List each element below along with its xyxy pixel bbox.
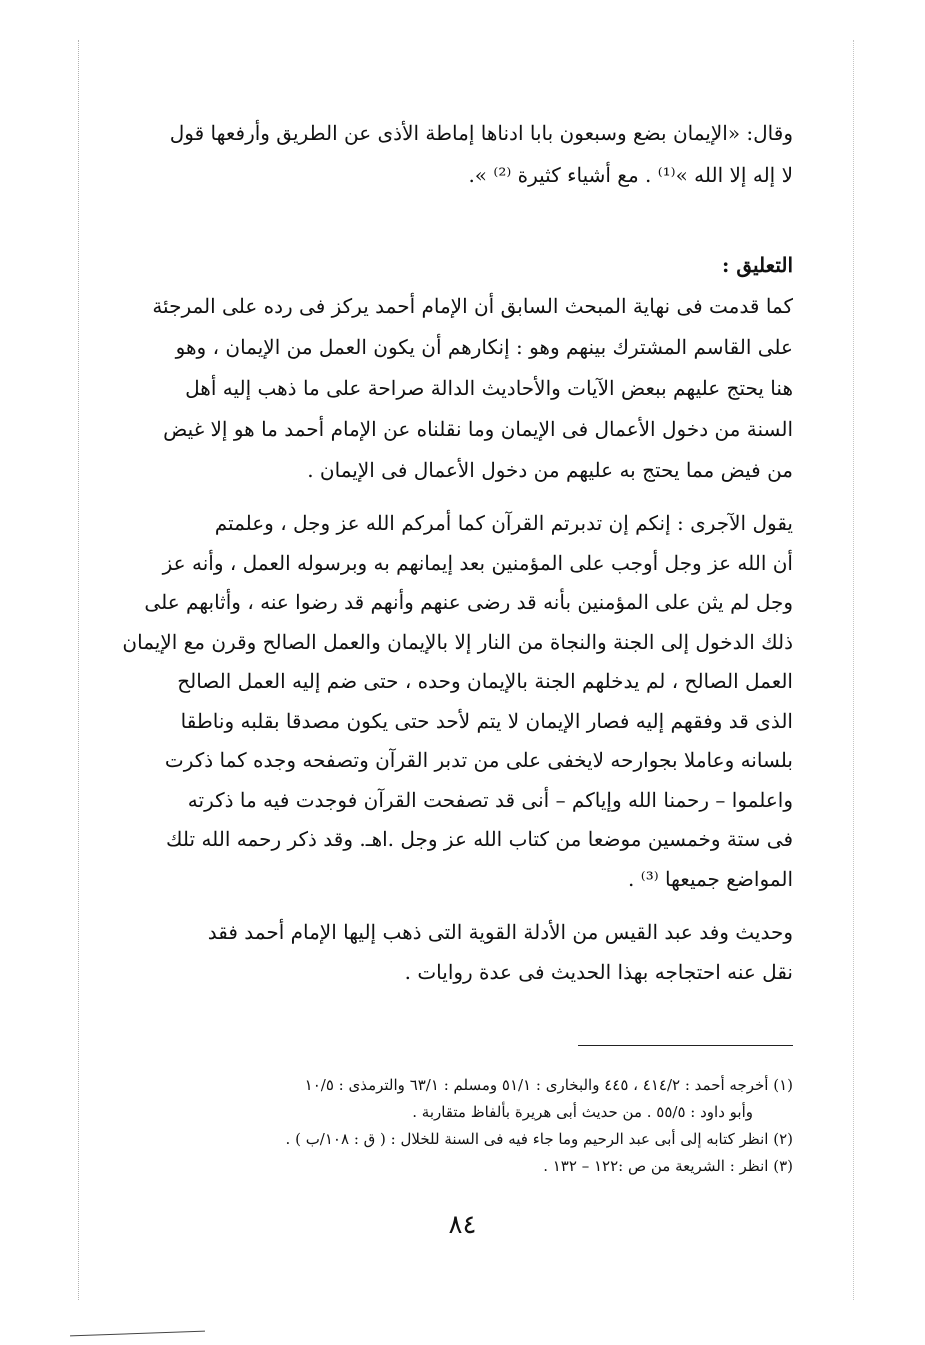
paragraph-line: نقل عنه احتجاجه بهذا الحديث فى عدة روايات . [404,960,793,984]
paragraph-line: المواضع جميعها ⁽³⁾ . [628,866,793,891]
scan-artifact-line [70,1331,205,1337]
paragraph-line: وجل لم يثن على المؤمنين بأنه قد رضى عنهم وأنهم قد رضوا عنه ، وأثابهم على [144,590,793,614]
footnotes [100,1072,793,1180]
footnote-separator [578,1045,793,1046]
footnote-line: (١) أخرجه أحمد : ٤١٤/٢ ، ٤٤٥ والبخارى : ٥١/١ ومسلم : ٦٣/١ والترمذى : ١٠/٥ [304,1076,793,1094]
paragraph-2 [100,504,793,899]
paragraph-3 [100,912,793,992]
hadith-quote-line-2: لا إله إلا الله »⁽¹⁾ . مع أشياء كثيرة ⁽²⁾ ». [468,163,793,187]
footnote-line: (٣) انظر : الشريعة من ص :١٢٢ – ١٣٢ . [543,1157,793,1175]
paragraph-line: واعلموا – رحمنا الله وإياكم – أنى قد تصفحت القرآن فوجدت فيه ما ذكرته [187,787,793,812]
paragraph-line: بلسانه وعاملا بجوارحه لايخفى على من تدبر القرآن وتصفحه وجده كما ذكرت [164,748,793,772]
paragraph-line: من فيض مما يحتج به عليهم من دخول الأعمال فى الإيمان . [307,458,793,482]
paragraph-1 [100,286,793,491]
scan-edge-right [853,40,854,1300]
paragraph-line: ذلك الدخول إلى الجنة والنجاة من النار إلا بالإيمان والعمل الصالح وقرن مع الإيمان [122,629,793,654]
paragraph-line: السنة من دخول الأعمال فى الإيمان وما نقلناه عن الإمام أحمد ما هو إلا غيض [163,417,793,441]
paragraph-line: فى ستة وخمسين موضعا من كتاب الله عز وجل .اهـ. وقد ذكر رحمه الله تلك [166,827,793,851]
footnote-line: وأبو داود : ٥٥/٥ . من حديث أبى هريرة بألفاظ متقاربة . [412,1103,753,1121]
footnote-line: (٢) انظر كتابه إلى أبى عبد الرحيم وما جاء فيه فى السنة للخلال : ( ق : ١٠٨/ب ) . [285,1130,793,1148]
paragraph-line: الذى قد وفقهم إليه فصار الإيمان لا يتم لأحد حتى يكون مصدقا بقلبه وناطقا [180,708,793,733]
paragraph-line: كما قدمت فى نهاية المبحث السابق أن الإمام أحمد يركز فى رده على المرجئة [152,294,793,318]
paragraph-line: أن الله عز وجل أوجب على المؤمنين بعد إيمانهم به وبرسوله العمل ، وأنه عز [162,550,793,575]
paragraph-line: هنا يحتج عليهم ببعض الآيات والأحاديث الدالة صراحة على ما ذهب إليه أهل [185,376,793,400]
paragraph-line: يقول الآجرى : إنكم إن تدبرتم القرآن كما أمركم الله عز وجل ، وعلمتم [214,511,793,535]
hadith-quote-line-1: وقال: «الإيمان بضع وسبعون بابا ادناها إماطة الأذى عن الطريق وأرفعها قول [169,121,793,145]
section-heading: التعليق : [721,253,793,277]
page-number: ٨٤ [448,1210,477,1240]
hadith-quote [100,112,793,196]
paragraph-line: على القاسم المشترك بينهم وهو : إنكارهم أن يكون العمل من الإيمان ، وهو [175,335,793,359]
paragraph-line: وحديث وفد عبد القيس من الأدلة القوية التى ذهب إليها الإمام أحمد فقد [207,920,793,944]
paragraph-line: العمل الصالح ، لم يدخلهم الجنة بالإيمان وحده ، حتى ضم إليه العمل الصالح [177,669,793,693]
scan-edge-left [78,40,79,1300]
